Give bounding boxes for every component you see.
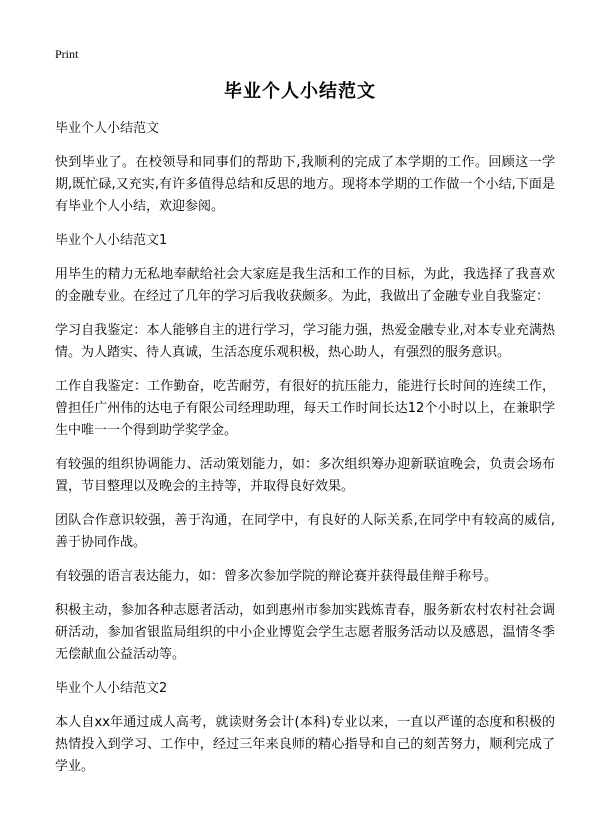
paragraph: 团队合作意识较强，善于沟通，在同学中，有良好的人际关系,在同学中有较高的威信,善于协同作战。	[55, 513, 555, 550]
section-heading: 毕业个人小结范文	[55, 121, 160, 136]
paragraph: 有较强的语言表达能力，如：曾多次参加学院的辩论赛并获得最佳辩手称号。	[55, 569, 498, 584]
paragraph: 工作自我鉴定：工作勤奋，吃苦耐劳，有很好的抗压能力，能进行长时间的连续工作，曾担任广州伟的达电子有限公司经理助理，每天工作时间长达12个小时以上，在兼职学生中唯一一个得到助学奖学金。	[55, 379, 555, 438]
section-heading: 毕业个人小结范文1	[55, 233, 168, 248]
page-title: 毕业个人小结范文	[224, 81, 376, 102]
paragraph: 用毕生的精力无私地奉献给社会大家庭是我生活和工作的目标，为此，我选择了我喜欢的金融专业。在经过了几年的学习后我收获颇多。为此，我做出了金融专业自我鉴定：	[55, 267, 555, 304]
paragraph: 本人自xx年通过成人高考，就读财务会计(本科)专业以来，一直以严谨的态度和积极的热情投入到学习、工作中，经过三年来良师的精心指导和自己的刻苦努力，顺利完成了学业。	[55, 715, 555, 774]
document-body	[55, 118, 555, 790]
section-heading: 毕业个人小结范文2	[55, 681, 168, 696]
paragraph: 快到毕业了。在校领导和同事们的帮助下,我顺利的完成了本学期的工作。回顾这一学期,既忙碌,又充实,有许多值得总结和反思的地方。现将本学期的工作做一个小结,下面是有毕业个人小结，欢迎参阅。	[55, 155, 555, 214]
print-label: Print	[55, 47, 79, 61]
paragraph: 学习自我鉴定：本人能够自主的进行学习，学习能力强，热爱金融专业,对本专业充满热情。为人踏实、待人真诚，生活态度乐观积极，热心助人，有强烈的服务意识。	[55, 323, 555, 360]
paragraph: 积极主动，参加各种志愿者活动，如到惠州市参加实践炼青春，服务新农村农村社会调研活动，参加省银监局组织的中小企业博览会学生志愿者服务活动以及感恩，温情冬季无偿献血公益活动等。	[55, 603, 555, 662]
paragraph: 有较强的组织协调能力、活动策划能力，如：多次组织筹办迎新联谊晚会，负责会场布置，节目整理以及晚会的主持等，并取得良好效果。	[55, 457, 555, 494]
